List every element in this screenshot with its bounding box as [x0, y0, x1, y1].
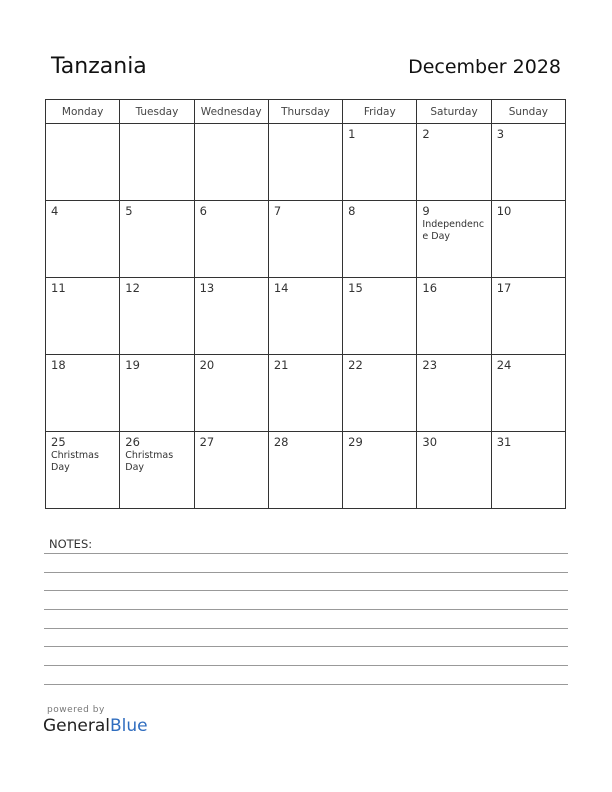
day-cell	[268, 278, 342, 355]
day-cell	[491, 278, 565, 355]
day-number: 27	[199, 435, 215, 449]
brand-general: General	[43, 716, 110, 736]
day-cell	[120, 432, 194, 509]
week-row	[46, 201, 566, 278]
generalblue-logo	[43, 716, 148, 736]
calendar-grid	[45, 99, 566, 509]
week-row	[46, 124, 566, 201]
day-cell	[46, 432, 120, 509]
weekday-saturday: Saturday	[417, 100, 491, 124]
note-line	[44, 572, 568, 573]
holiday-label: Independence Day	[422, 219, 485, 242]
day-number: 6	[199, 204, 207, 218]
day-cell	[343, 201, 417, 278]
holiday-label: Christmas Day	[125, 450, 174, 473]
brand-blue: Blue	[110, 716, 148, 736]
day-number: 11	[51, 281, 66, 295]
day-cell	[417, 355, 491, 432]
weekday-thursday: Thursday	[268, 100, 342, 124]
weekday-header-row	[46, 100, 566, 124]
day-number: 5	[125, 204, 133, 218]
day-cell	[417, 124, 491, 201]
day-cell	[194, 124, 268, 201]
day-number: 1	[348, 127, 356, 141]
day-number: 28	[273, 435, 289, 449]
day-cell	[343, 432, 417, 509]
note-line	[44, 628, 568, 629]
day-number: 20	[199, 358, 215, 372]
day-cell	[120, 355, 194, 432]
day-number: 25	[51, 435, 66, 449]
note-line	[44, 609, 568, 610]
month-title: December 2028	[408, 56, 561, 78]
day-number: 10	[496, 204, 512, 218]
day-cell	[46, 124, 120, 201]
day-number: 3	[496, 127, 505, 141]
day-cell	[46, 278, 120, 355]
day-number: 13	[199, 281, 215, 295]
day-number: 19	[125, 358, 140, 372]
day-cell	[417, 201, 491, 278]
day-cell	[417, 432, 491, 509]
notes-label: NOTES:	[49, 537, 93, 551]
day-cell	[343, 278, 417, 355]
day-number: 22	[348, 358, 363, 372]
day-number: 30	[422, 435, 438, 449]
day-cell	[194, 201, 268, 278]
holiday-label: Christmas Day	[51, 450, 99, 473]
day-number: 18	[51, 358, 66, 372]
note-line	[44, 684, 568, 685]
weekday-tuesday: Tuesday	[120, 100, 194, 124]
day-number: 4	[51, 204, 59, 218]
day-number: 9	[422, 204, 430, 218]
day-cell	[46, 355, 120, 432]
country-title: Tanzania	[51, 54, 147, 79]
day-cell	[417, 278, 491, 355]
day-cell	[268, 355, 342, 432]
day-number: 17	[496, 281, 512, 295]
day-number: 24	[496, 358, 512, 372]
day-cell	[194, 432, 268, 509]
day-cell	[120, 278, 194, 355]
day-cell	[194, 278, 268, 355]
weekday-friday: Friday	[343, 100, 417, 124]
day-number: 2	[422, 127, 430, 141]
day-cell	[120, 124, 194, 201]
weekday-monday: Monday	[46, 100, 120, 124]
day-cell	[343, 355, 417, 432]
day-cell	[268, 201, 342, 278]
day-number: 7	[273, 204, 282, 218]
day-number: 14	[273, 281, 289, 295]
day-cell	[46, 201, 120, 278]
day-cell	[120, 201, 194, 278]
note-line	[44, 646, 568, 647]
day-cell	[268, 124, 342, 201]
day-number: 15	[348, 281, 363, 295]
day-number: 29	[348, 435, 363, 449]
day-cell	[491, 201, 565, 278]
day-number: 12	[125, 281, 140, 295]
weekday-wednesday: Wednesday	[194, 100, 268, 124]
day-cell	[343, 124, 417, 201]
day-number: 31	[496, 435, 512, 449]
day-number: 23	[422, 358, 438, 372]
note-line	[44, 553, 568, 554]
week-row	[46, 355, 566, 432]
day-number: 21	[273, 358, 289, 372]
note-line	[44, 665, 568, 666]
day-number: 8	[348, 204, 356, 218]
day-number: 16	[422, 281, 438, 295]
weekday-sunday: Sunday	[491, 100, 565, 124]
powered-by-text: powered by	[47, 705, 105, 715]
day-cell	[491, 432, 565, 509]
week-row	[46, 278, 566, 355]
day-cell	[194, 355, 268, 432]
day-cell	[268, 432, 342, 509]
day-cell	[491, 355, 565, 432]
day-number: 26	[125, 435, 140, 449]
day-cell	[491, 124, 565, 201]
note-line	[44, 590, 568, 591]
week-row	[46, 432, 566, 509]
